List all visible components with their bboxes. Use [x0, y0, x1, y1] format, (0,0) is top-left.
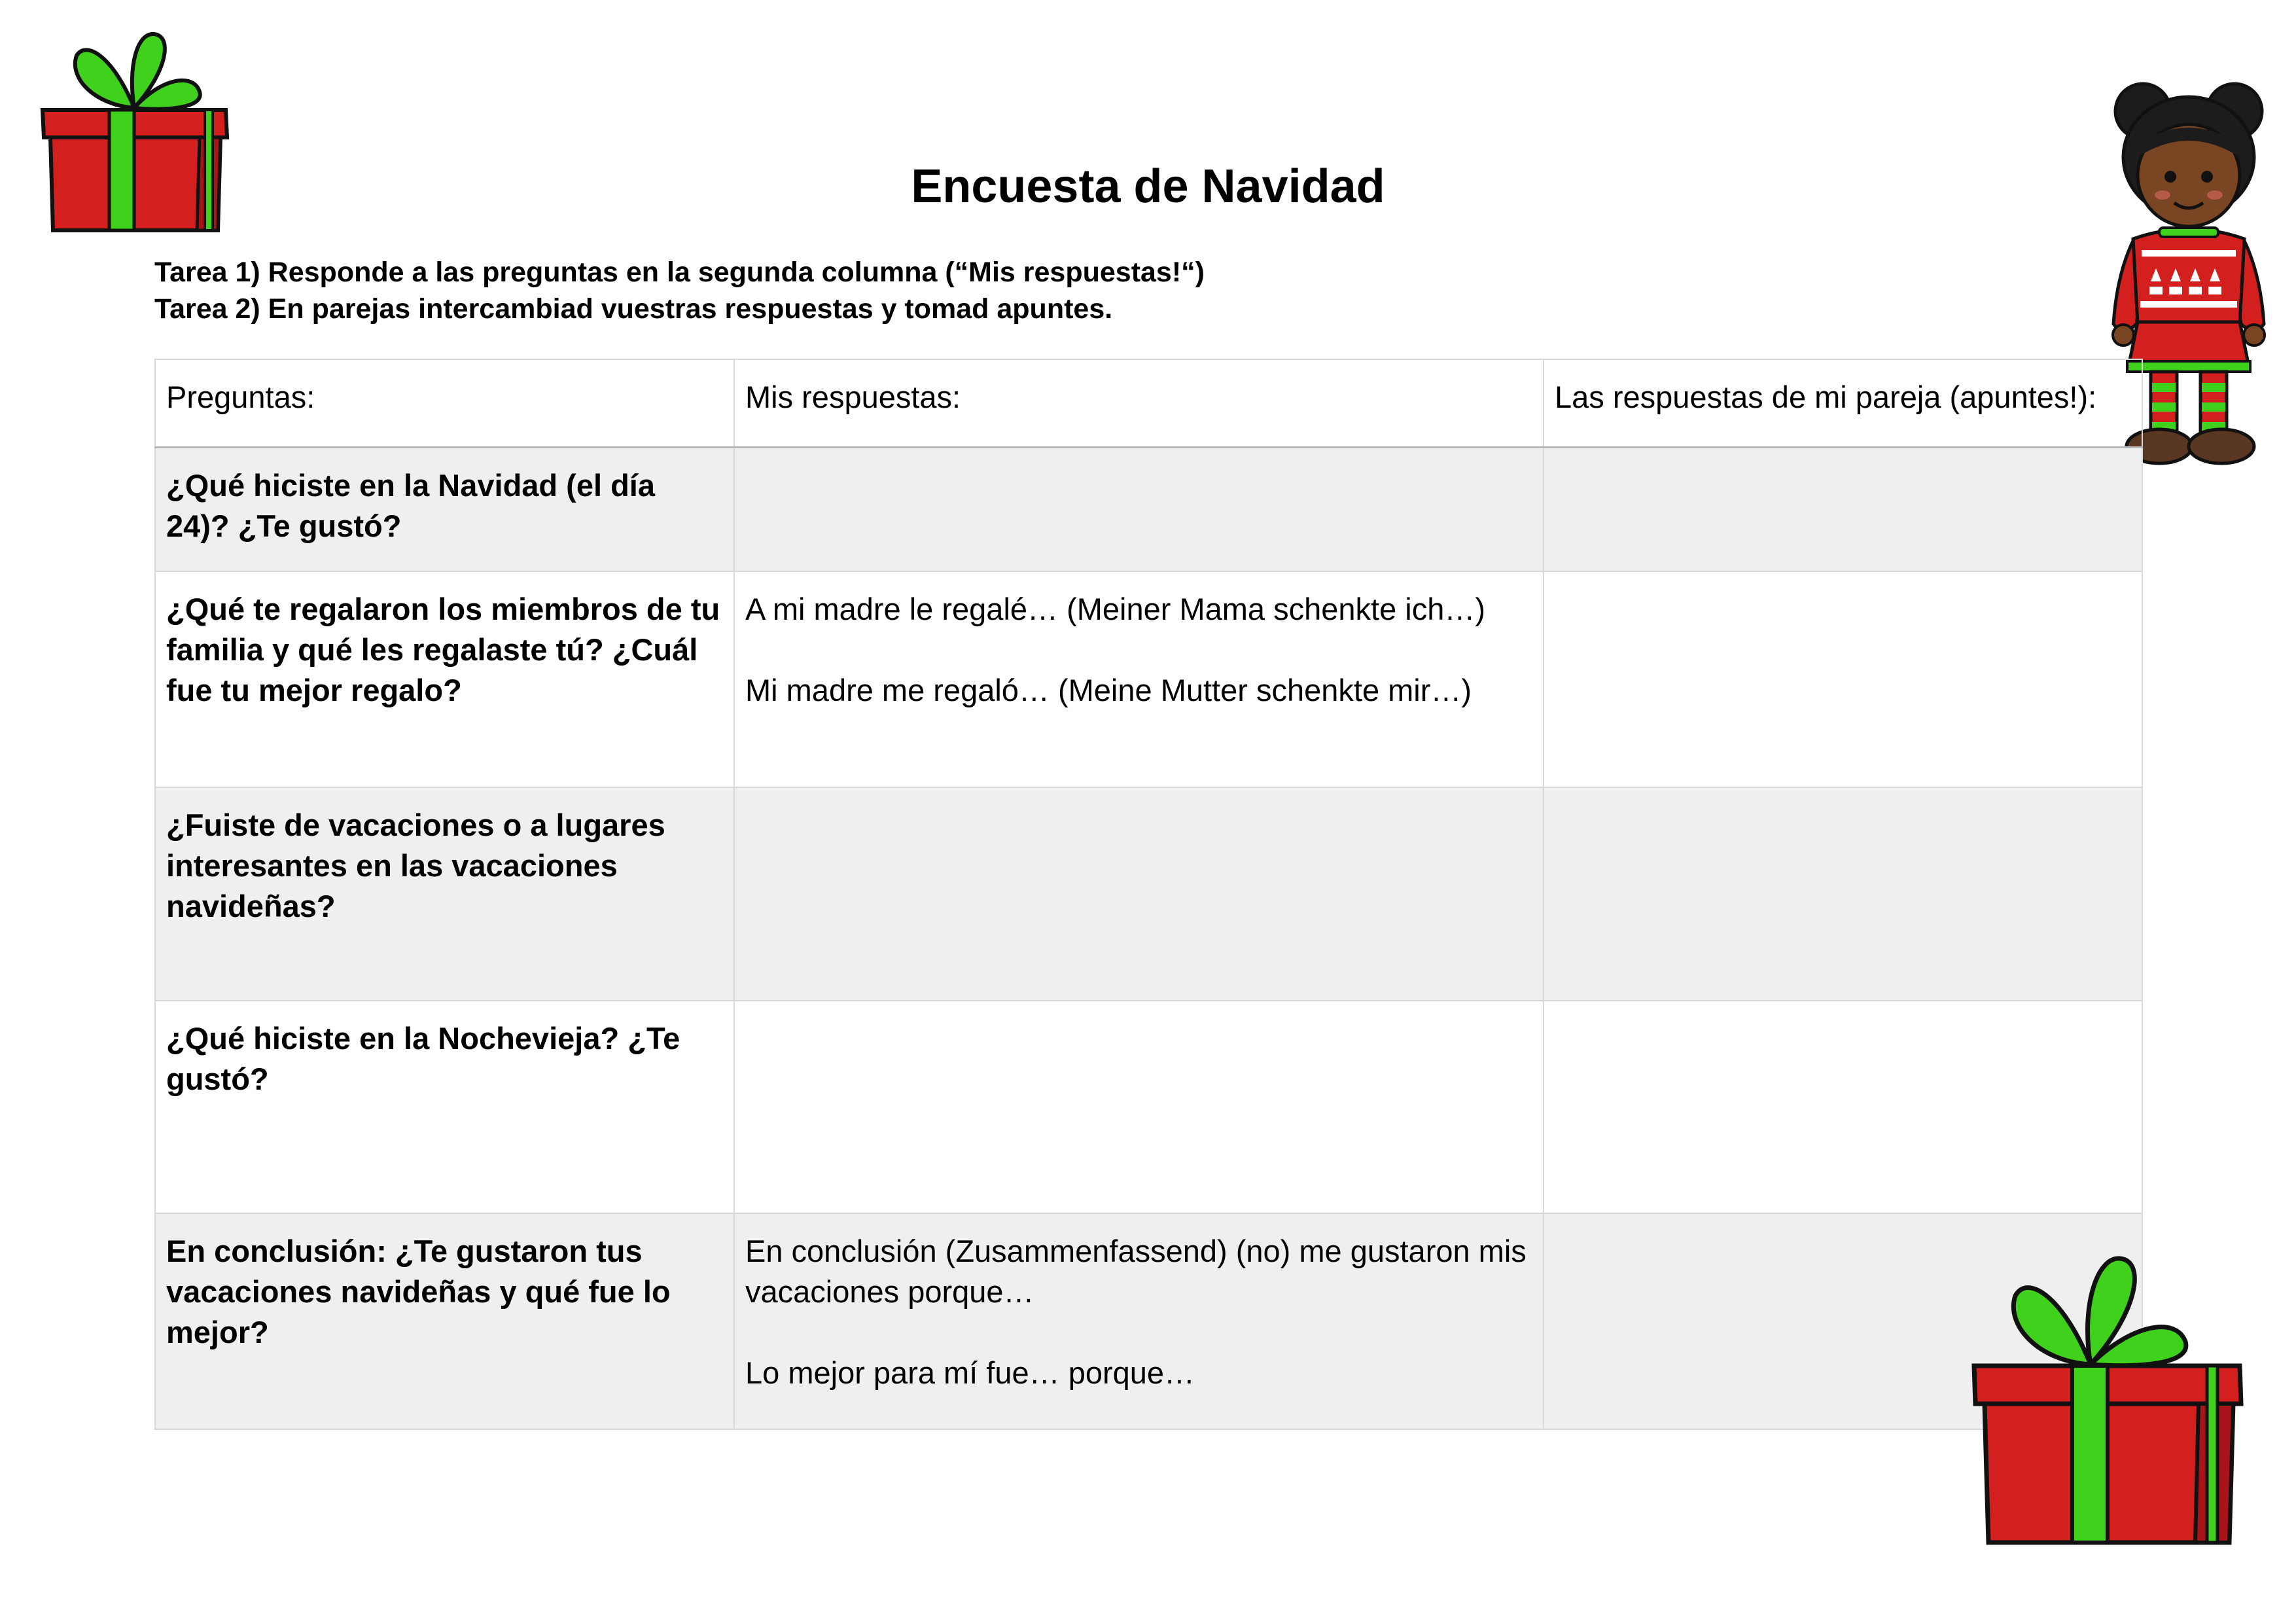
partner-answer-cell[interactable] — [1544, 447, 2142, 571]
table-row — [155, 571, 2142, 787]
question-cell: ¿Qué hiciste en la Nochevieja? ¿Te gustó? — [155, 1001, 734, 1213]
my-answer-cell[interactable]: A mi madre le regalé… (Meiner Mama schenkte ich…) Mi madre me regaló… (Meine Mutter schenkte mir…) — [734, 571, 1544, 787]
table-row — [155, 447, 2142, 571]
partner-answer-cell[interactable] — [1544, 787, 2142, 1001]
question-cell: ¿Fuiste de vacaciones o a lugares interesantes en las vacaciones navideñas? — [155, 787, 734, 1001]
my-answer-cell[interactable] — [734, 787, 1544, 1001]
page-title: Encuesta de Navidad — [911, 160, 1385, 213]
partner-answer-cell[interactable] — [1544, 571, 2142, 787]
task-2: Tarea 2) En parejas intercambiad vuestras respuestas y tomad apuntes. — [154, 293, 1113, 325]
my-answer-cell[interactable]: En conclusión (Zusammenfassend) (no) me gustaron mis vacaciones porque… Lo mejor para mí fue… porque… — [734, 1213, 1544, 1429]
my-answer-cell[interactable] — [734, 447, 1544, 571]
task-1: Tarea 1) Responde a las preguntas en la segunda columna (“Mis respuestas!“) — [154, 257, 1205, 288]
question-cell: ¿Qué te regalaron los miembros de tu familia y qué les regalaste tú? ¿Cuál fue tu mejor regalo? — [155, 571, 734, 787]
partner-answer-cell[interactable] — [1544, 1001, 2142, 1213]
question-cell: En conclusión: ¿Te gustaron tus vacaciones navideñas y qué fue lo mejor? — [155, 1213, 734, 1429]
table-header-row — [155, 359, 2142, 447]
survey-table — [154, 359, 2143, 1430]
header-preguntas: Preguntas: — [155, 359, 734, 447]
question-cell: ¿Qué hiciste en la Navidad (el día 24)? ¿Te gustó? — [155, 447, 734, 571]
table-row — [155, 1001, 2142, 1213]
gift-box-bottom-right-icon — [1966, 1247, 2248, 1554]
table-row — [155, 787, 2142, 1001]
table-row — [155, 1213, 2142, 1429]
header-respuestas-pareja: Las respuestas de mi pareja (apuntes!): — [1544, 359, 2142, 447]
task-instructions — [154, 254, 1205, 327]
my-answer-cell[interactable] — [734, 1001, 1544, 1213]
header-mis-respuestas: Mis respuestas: — [734, 359, 1544, 447]
